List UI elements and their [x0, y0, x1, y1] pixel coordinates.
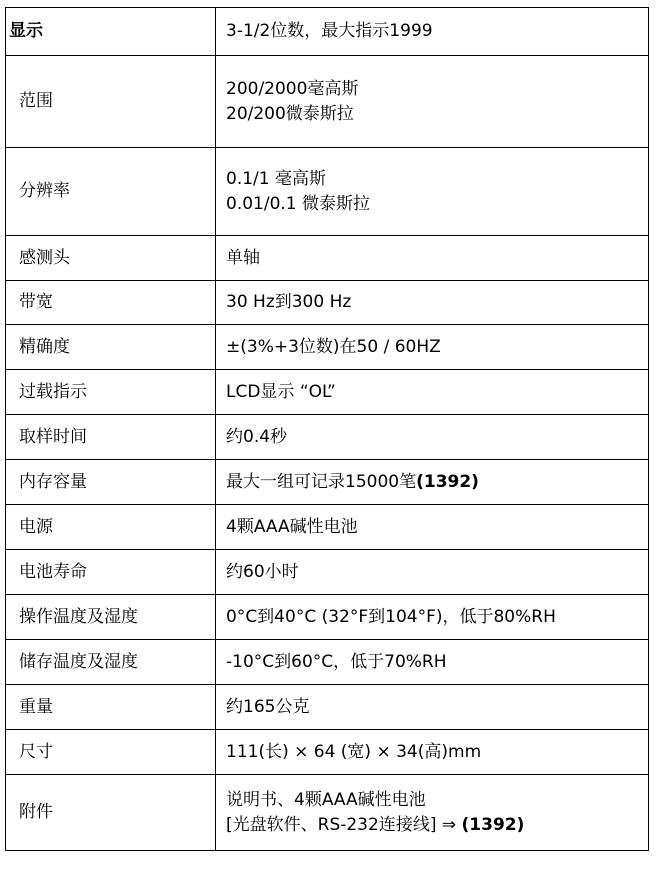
spec-value-text: 111(长) × 64 (宽) × 34(高)mm — [226, 741, 482, 762]
spec-value-text: 说明书、4颗AAA碱性电池 — [226, 789, 426, 810]
spec-label: 电源 — [6, 505, 216, 550]
spec-label: 过载指示 — [6, 370, 216, 415]
spec-value-line — [226, 605, 648, 630]
spec-value — [216, 8, 649, 56]
spec-value-text: 4颗AAA碱性电池 — [226, 516, 358, 537]
spec-value-line — [226, 740, 648, 765]
spec-value-line — [226, 695, 648, 720]
spec-row — [6, 370, 649, 415]
spec-value-line — [226, 102, 648, 127]
spec-value — [216, 148, 649, 236]
spec-value — [216, 370, 649, 415]
model-number-note: (1392) — [416, 471, 479, 492]
spec-label: 感测头 — [6, 236, 216, 281]
spec-label: 范围 — [6, 56, 216, 148]
spec-value-line — [226, 335, 648, 360]
spec-value — [216, 460, 649, 505]
spec-row — [6, 505, 649, 550]
spec-value-line — [226, 380, 648, 405]
spec-value-line — [226, 290, 648, 315]
spec-value-line — [226, 560, 648, 585]
spec-row — [6, 460, 649, 505]
spec-value-text: 约0.4秒 — [226, 426, 288, 447]
spec-value-line — [226, 650, 648, 675]
spec-value-line — [226, 425, 648, 450]
spec-row — [6, 56, 649, 148]
spec-value — [216, 640, 649, 685]
spec-value-text: 约60小时 — [226, 561, 299, 582]
spec-value-text: 0.01/0.1 微泰斯拉 — [226, 193, 371, 214]
spec-value — [216, 775, 649, 851]
spec-label: 尺寸 — [6, 730, 216, 775]
spec-row — [6, 415, 649, 460]
model-number-note: (1392) — [461, 814, 525, 835]
spec-row — [6, 550, 649, 595]
spec-value-line — [226, 515, 648, 540]
spec-label: 显示 — [6, 8, 216, 56]
spec-label: 储存温度及湿度 — [6, 640, 216, 685]
spec-value-line — [226, 192, 648, 217]
spec-value — [216, 550, 649, 595]
spec-value-text: 最大一组可记录15000笔 — [226, 471, 417, 492]
spec-label: 附件 — [6, 775, 216, 851]
spec-value-text: 单轴 — [226, 247, 260, 268]
spec-value-text: 30 Hz到300 Hz — [226, 292, 352, 312]
spec-row — [6, 775, 649, 851]
spec-value-line — [226, 470, 648, 495]
specifications-table-body — [6, 8, 649, 851]
spec-value-text: ±(3%+3位数)在50 / 60HZ — [226, 336, 441, 357]
specifications-table — [5, 7, 649, 851]
spec-value — [216, 56, 649, 148]
spec-label: 重量 — [6, 685, 216, 730]
spec-label: 内存容量 — [6, 460, 216, 505]
spec-row — [6, 640, 649, 685]
spec-value-text: 0°C到40°C (32°F到104°F)，低于80%RH — [226, 606, 556, 627]
spec-value-text: LCD显示 “OL” — [226, 381, 336, 402]
spec-value-line — [226, 246, 648, 271]
spec-value-text: 200/2000毫高斯 — [226, 78, 359, 99]
spec-row — [6, 148, 649, 236]
spec-label: 电池寿命 — [6, 550, 216, 595]
spec-label: 精确度 — [6, 325, 216, 370]
spec-value-text: [光盘软件、RS-232连接线] ⇒ — [226, 814, 462, 835]
spec-value-text: -10°C到60°C，低于70%RH — [226, 651, 447, 672]
spec-row — [6, 281, 649, 325]
spec-value-line — [226, 167, 648, 192]
spec-value-line — [226, 813, 648, 838]
spec-row — [6, 8, 649, 56]
spec-value — [216, 325, 649, 370]
spec-value — [216, 236, 649, 281]
spec-value — [216, 730, 649, 775]
spec-row — [6, 325, 649, 370]
spec-value-line — [226, 788, 648, 813]
spec-value-line — [226, 19, 648, 44]
spec-value — [216, 415, 649, 460]
spec-value-text: 20/200微泰斯拉 — [226, 103, 354, 124]
spec-label: 操作温度及湿度 — [6, 595, 216, 640]
spec-row — [6, 595, 649, 640]
spec-row — [6, 685, 649, 730]
spec-label: 带宽 — [6, 281, 216, 325]
spec-value-text: 3-1/2位数，最大指示1999 — [226, 21, 433, 41]
spec-label: 分辨率 — [6, 148, 216, 236]
spec-value — [216, 595, 649, 640]
spec-row — [6, 236, 649, 281]
spec-value-text: 约165公克 — [226, 696, 310, 717]
spec-value-text: 0.1/1 毫高斯 — [226, 168, 326, 189]
spec-value-line — [226, 77, 648, 102]
spec-row — [6, 730, 649, 775]
spec-value — [216, 505, 649, 550]
spec-value — [216, 685, 649, 730]
spec-value — [216, 281, 649, 325]
spec-label: 取样时间 — [6, 415, 216, 460]
